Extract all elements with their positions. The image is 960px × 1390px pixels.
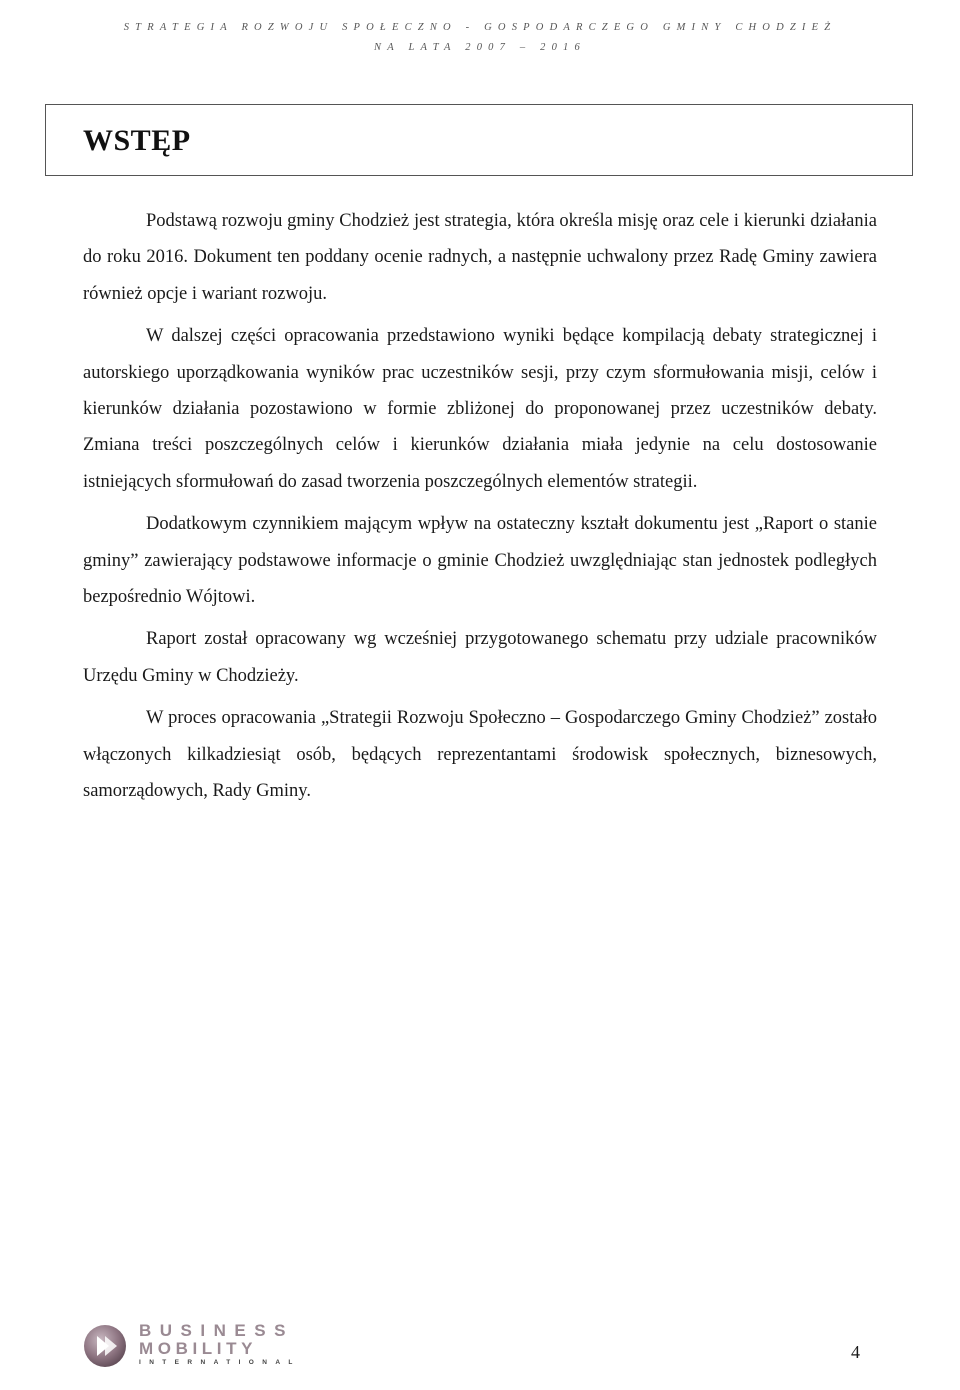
section-title: WSTĘP <box>83 124 191 157</box>
running-header <box>0 18 960 58</box>
logo-line-2: MOBILITY <box>139 1339 258 1358</box>
section-title-box <box>45 104 913 176</box>
logo-line-1: BUSINESS <box>139 1321 294 1340</box>
paragraph: Dodatkowym czynnikiem mającym wpływ na ostateczny kształt dokumentu jest „Raport o stanie gminy” zawierający podstawowe informacje o gminie Chodzież uwzględniając stan jednostek podległych bezpośrednio Wójtowi. <box>83 514 877 608</box>
paragraph: W proces opracowania „Strategii Rozwoju Społeczno – Gospodarczego Gminy Chodzież” zostało włączonych kilkadziesiąt osób, będących reprezentantami środowisk społecznych, biznesowych, samorządowych, Rady Gminy. <box>83 708 877 802</box>
logo-line-3: INTERNATIONAL <box>139 1359 301 1366</box>
paragraph: W dalszej części opracowania przedstawiono wyniki będące kompilacją debaty strategicznej i autorskiego uporządkowania wyników prac uczestników sesji, przy czym sformułowania misji, celów i kierunków działania pozostawiono w formie zbliżonej do proponowanej przez uczestników debaty. Zmiana treści poszczególnych celów i kierunków działania miała jedynie na celu dostosowanie istniejących sformułowań do zasad tworzenia poszczególnych elementów strategii. <box>83 326 877 492</box>
business-mobility-logo <box>83 1322 303 1372</box>
logo-wordmark <box>139 1322 301 1367</box>
paragraph: Podstawą rozwoju gminy Chodzież jest strategia, która określa misję oraz cele i kierunki działania do roku 2016. Dokument ten poddany ocenie radnych, a następnie uchwalony przez Radę Gminy zawiera również opcje i wariant rozwoju. <box>83 211 877 304</box>
paragraph: Raport został opracowany wg wcześniej przygotowanego schematu przy udziale pracowników Urzędu Gminy w Chodzieży. <box>83 629 877 686</box>
logo-play-circle-icon <box>83 1324 127 1368</box>
document-body <box>83 203 877 816</box>
page-number: 4 <box>851 1342 860 1362</box>
header-line-1: STRATEGIA ROZWOJU SPOŁECZNO - GOSPODARCZEGO GMINY CHODZIEŻ <box>123 22 837 33</box>
header-line-2: NA LATA 2007 – 2016 <box>374 42 586 53</box>
